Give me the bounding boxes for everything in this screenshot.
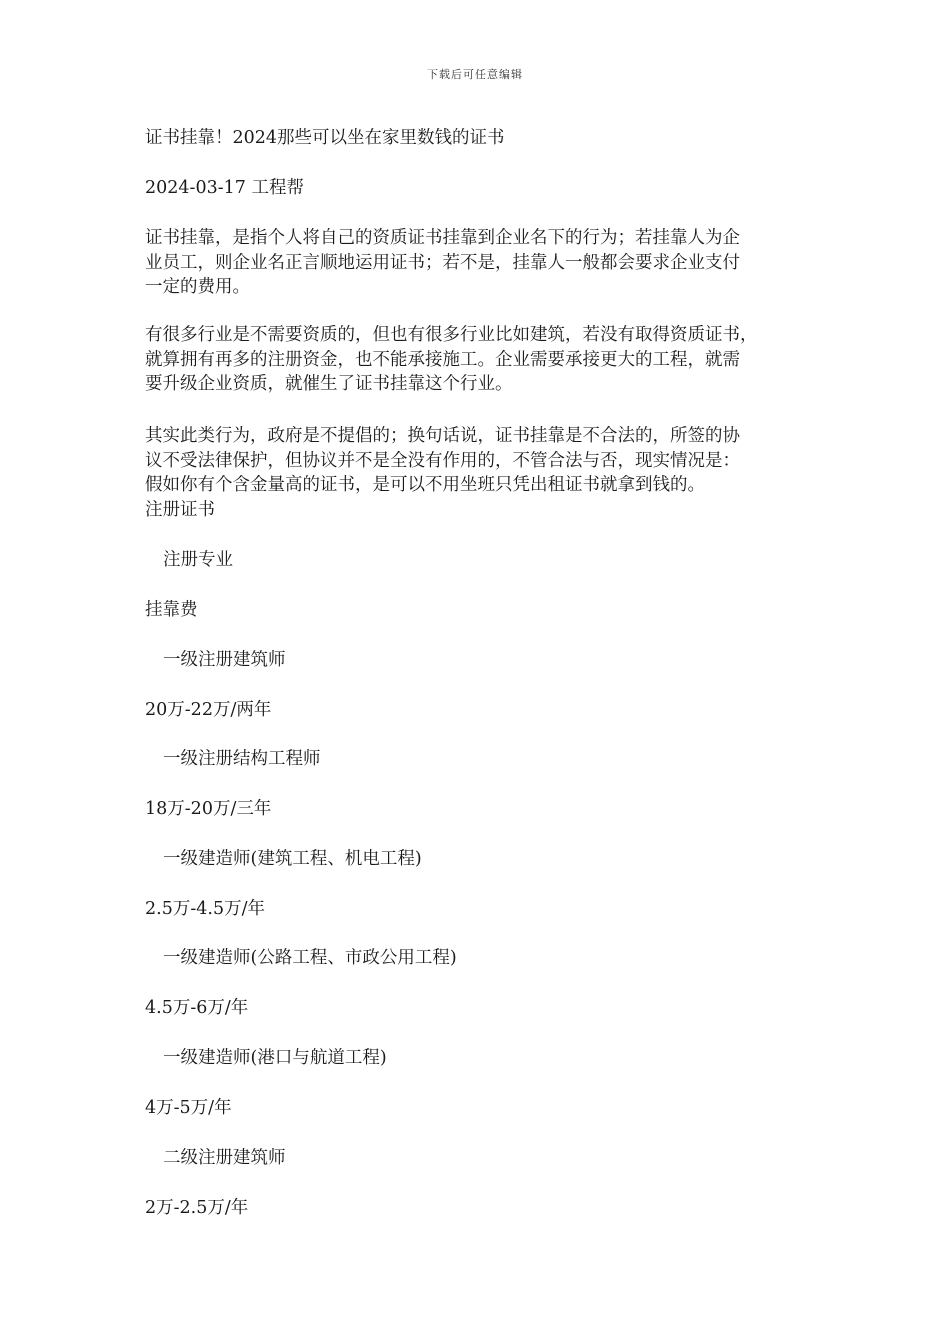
table-cell-fee: 4.5万-6万/年	[145, 998, 249, 1018]
table-caption: 注册证书	[145, 500, 215, 520]
table-cell-fee: 18万-20万/三年	[145, 799, 272, 819]
paragraph-line: 业员工，则企业名正言顺地运用证书；若不是，挂靠人一般都会要求企业支付	[145, 252, 740, 273]
paragraph-industry	[145, 323, 805, 397]
table-cell-specialty: 一级注册结构工程师	[163, 749, 321, 769]
table-cell-specialty: 一级建造师(公路工程、市政公用工程)	[163, 948, 457, 968]
table-cell-specialty: 一级建造师(港口与航道工程)	[163, 1048, 387, 1068]
paragraph-definition	[145, 226, 805, 300]
table-header-fee: 挂靠费	[145, 600, 198, 620]
page-header: 下载后可任意编辑	[427, 68, 523, 81]
table-cell-fee: 2.5万-4.5万/年	[145, 899, 265, 919]
paragraph-line: 其实此类行为，政府是不提倡的；换句话说，证书挂靠是不合法的，所签的协	[145, 426, 740, 446]
table-cell-fee: 2万-2.5万/年	[145, 1198, 249, 1218]
table-cell-specialty: 一级建造师(建筑工程、机电工程)	[163, 849, 422, 869]
table-cell-fee: 4万-5万/年	[145, 1098, 232, 1118]
paragraph-line: 一定的费用。	[145, 277, 250, 297]
article-date-source: 2024-03-17 工程帮	[145, 178, 304, 198]
paragraph-legality	[145, 424, 805, 498]
paragraph-line: 就算拥有再多的注册资金，也不能承接施工。企业需要承接更大的工程，就需	[145, 349, 740, 370]
paragraph-line: 要升级企业资质，就催生了证书挂靠这个行业。	[145, 374, 513, 394]
paragraph-line: 假如你有个含金量高的证书，是可以不用坐班只凭出租证书就拿到钱的。	[145, 475, 705, 495]
paragraph-line: 证书挂靠，是指个人将自己的资质证书挂靠到企业名下的行为；若挂靠人为企	[145, 228, 740, 248]
table-cell-fee: 20万-22万/两年	[145, 700, 272, 720]
paragraph-line: 议不受法律保护，但协议并不是全没有作用的，不管合法与否，现实情况是：	[145, 450, 740, 471]
paragraph-line: 有很多行业是不需要资质的，但也有很多行业比如建筑，若没有取得资质证书，	[145, 325, 758, 345]
table-cell-specialty: 一级注册建筑师	[163, 650, 286, 670]
table-cell-specialty: 二级注册建筑师	[163, 1148, 286, 1168]
article-title: 证书挂靠！2024那些可以坐在家里数钱的证书	[145, 128, 505, 148]
table-header-specialty: 注册专业	[163, 550, 233, 570]
